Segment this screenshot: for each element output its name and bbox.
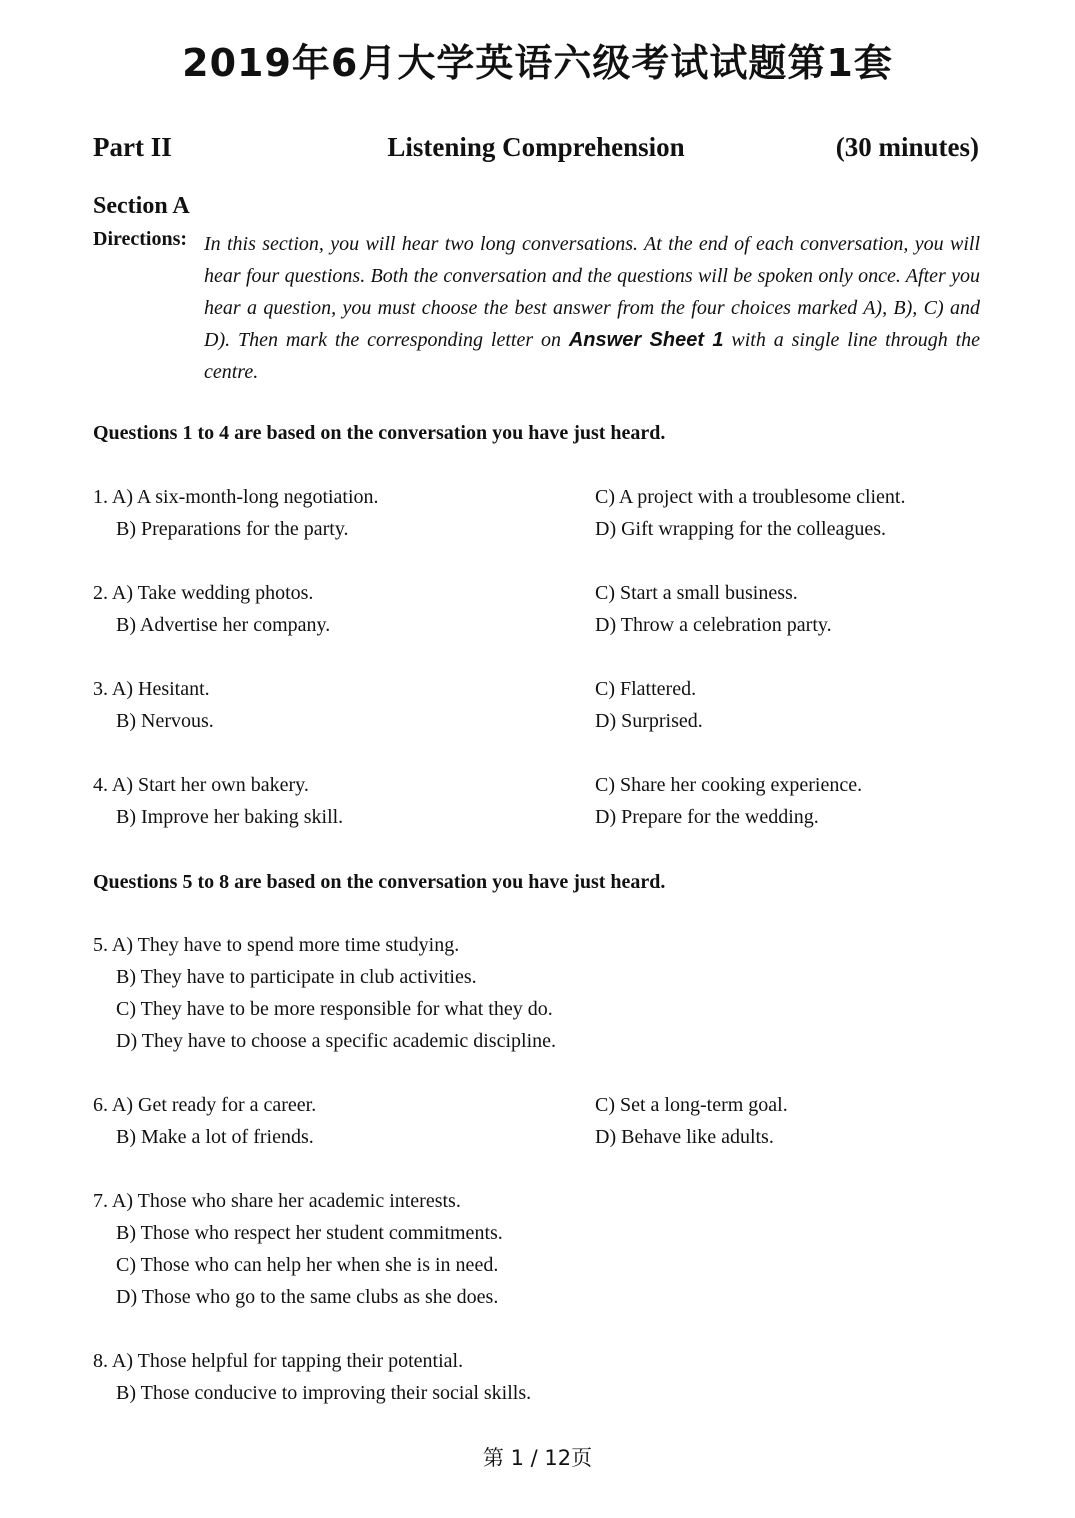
q2-option-b: B) Advertise her company. [116, 614, 331, 636]
q5-option-b: B) They have to participate in club activities. [116, 966, 477, 988]
q1-option-b: B) Preparations for the party. [116, 518, 349, 540]
q3-option-a: 3. A) Hesitant. [93, 678, 210, 700]
q4-option-b: B) Improve her baking skill. [116, 806, 344, 828]
q5-option-c: C) They have to be more responsible for what they do. [116, 998, 553, 1020]
q6-option-c: C) Set a long-term goal. [595, 1094, 788, 1116]
q3-option-d: D) Surprised. [595, 710, 703, 732]
directions-label: Directions: [93, 228, 188, 250]
q2-option-d: D) Throw a celebration party. [595, 614, 832, 636]
directions-body: In this section, you will hear two long conversations. At the end of each conversation, you will hear four questions. Both the conversation and the questions will be spoken only once. After you hear a question, you must choose the best answer from the four choices marked A), B), C) and D). Then mark the corresponding letter on [204, 233, 980, 351]
q8-option-a: 8. A) Those helpful for tapping their potential. [93, 1350, 464, 1372]
q8-option-b: B) Those conducive to improving their social skills. [116, 1382, 532, 1404]
q7-option-b: B) Those who respect her student commitments. [116, 1222, 503, 1244]
q7-option-a: 7. A) Those who share her academic interests. [93, 1190, 461, 1212]
q1-option-c: C) A project with a troublesome client. [595, 486, 906, 508]
answer-sheet-ref: Answer Sheet 1 [568, 329, 724, 351]
q1-option-a: 1. A) A six-month-long negotiation. [93, 486, 379, 508]
directions-text [204, 228, 980, 388]
q6-option-a: 6. A) Get ready for a career. [93, 1094, 317, 1116]
q6-option-b: B) Make a lot of friends. [116, 1126, 314, 1148]
q2-option-c: C) Start a small business. [595, 582, 798, 604]
group-heading-1: Questions 1 to 4 are based on the conversation you have just heard. [93, 422, 666, 444]
directions-tail: with a single line through the centre. [204, 329, 981, 383]
part-label: Part II [93, 132, 172, 162]
page-title: 2019年6月大学英语六级考试试题第1套 [182, 41, 893, 85]
part-header [93, 132, 979, 168]
q4-option-c: C) Share her cooking experience. [595, 774, 863, 796]
group-heading-2: Questions 5 to 8 are based on the conversation you have just heard. [93, 871, 666, 893]
part-name: Listening Comprehension [387, 132, 685, 162]
q2-option-a: 2. A) Take wedding photos. [93, 582, 314, 604]
section-title: Section A [93, 193, 190, 219]
q5-option-a: 5. A) They have to spend more time studying. [93, 934, 460, 956]
q1-option-d: D) Gift wrapping for the colleagues. [595, 518, 887, 540]
q3-option-b: B) Nervous. [116, 710, 214, 732]
q3-option-c: C) Flattered. [595, 678, 697, 700]
q4-option-a: 4. A) Start her own bakery. [93, 774, 309, 796]
part-time: (30 minutes) [835, 132, 979, 162]
q6-option-d: D) Behave like adults. [595, 1126, 774, 1148]
q7-option-c: C) Those who can help her when she is in need. [116, 1254, 499, 1276]
q5-option-d: D) They have to choose a specific academic discipline. [116, 1030, 557, 1052]
q4-option-d: D) Prepare for the wedding. [595, 806, 819, 828]
q7-option-d: D) Those who go to the same clubs as she does. [116, 1286, 499, 1308]
page-number: 第 1 / 12页 [482, 1446, 593, 1470]
